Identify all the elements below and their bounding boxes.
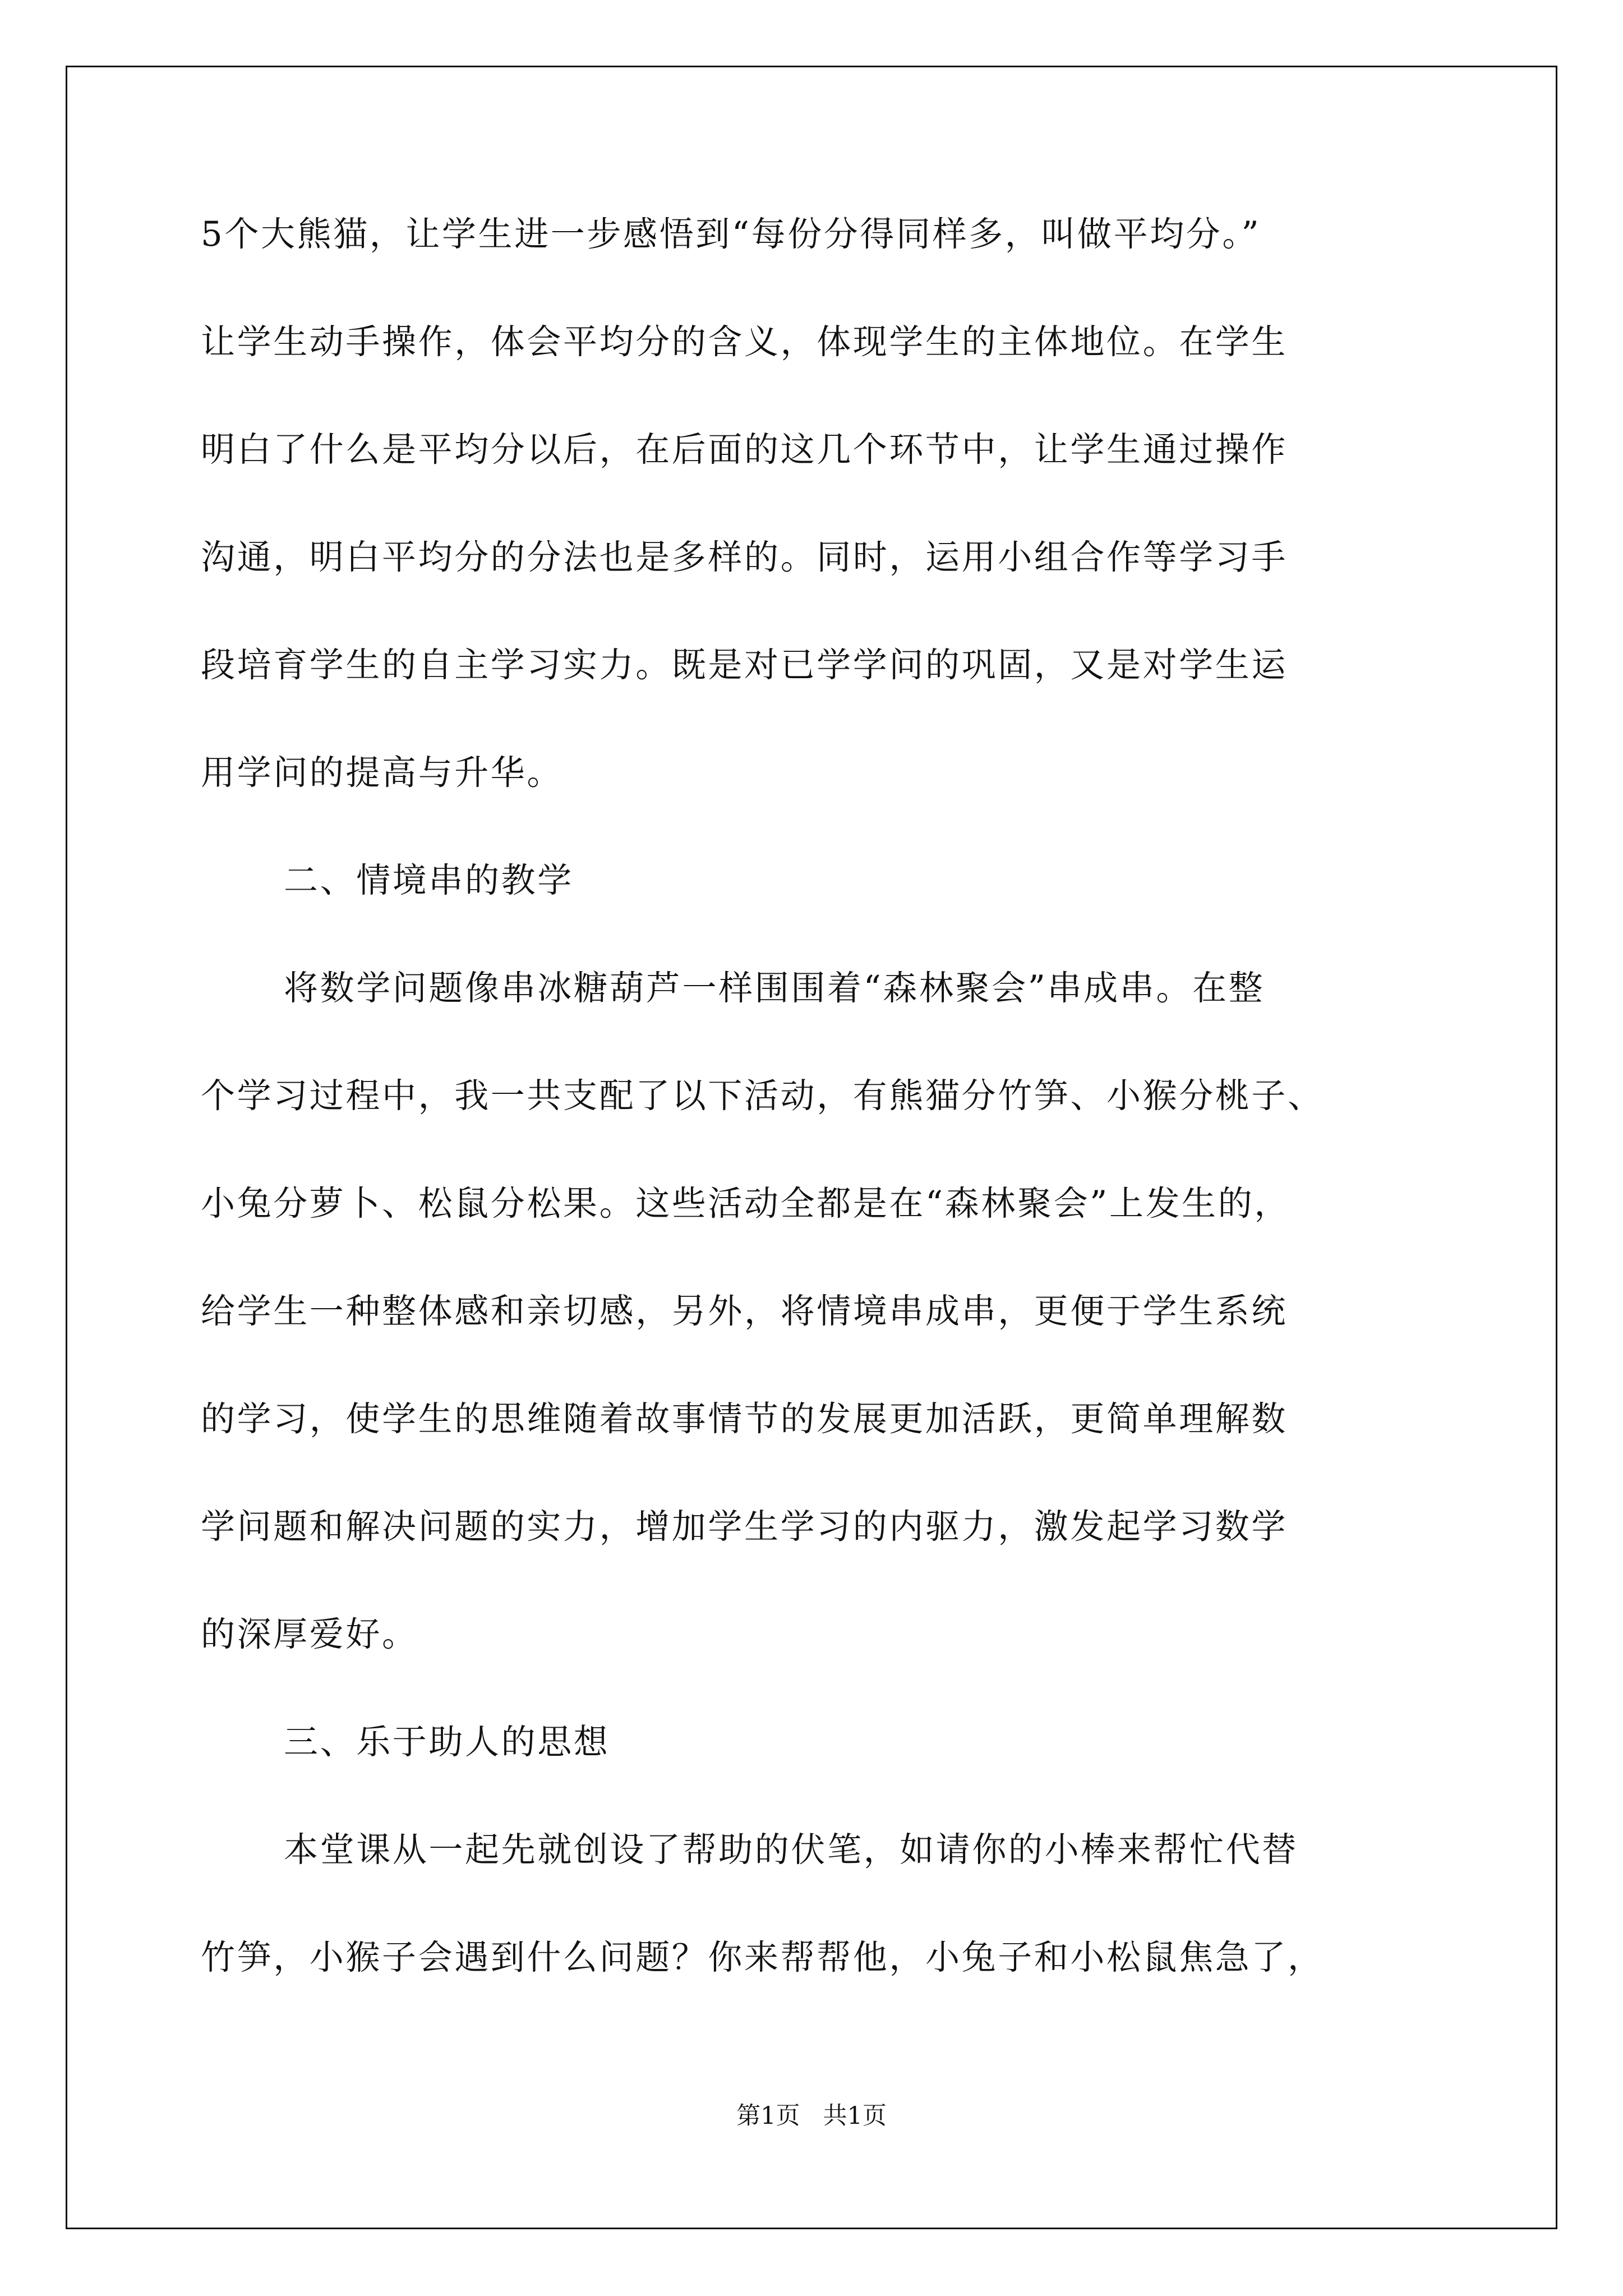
- text-line: 本堂课从一起先就创设了帮助的伏笔，如请你的小棒来帮忙代替: [284, 1830, 1298, 1870]
- text-line: 竹笋，小猴子会遇到什么问题？你来帮帮他，小兔子和小松鼠焦急了，: [201, 1938, 1324, 1977]
- text-line: 用学问的提高与升华。: [201, 753, 564, 793]
- text-line: 的深厚爱好。: [201, 1614, 418, 1654]
- text-line: 的学习，使学生的思维随着故事情节的发展更加活跃，更简单理解数: [201, 1399, 1288, 1439]
- section-heading: 二、情境串的教学: [284, 861, 574, 900]
- text-line: 让学生动手操作，体会平均分的含义，体现学生的主体地位。在学生: [201, 322, 1288, 362]
- text-line: 学问题和解决问题的实力，增加学生学习的内驱力，激发起学习数学: [201, 1507, 1288, 1547]
- page-border: [66, 66, 1557, 2229]
- text-line: 小兔分萝卜、松鼠分松果。这些活动全都是在“森林聚会”上发生的，: [201, 1184, 1290, 1223]
- text-line: 个学习过程中，我一共支配了以下活动，有熊猫分竹笋、小猴分桃子、: [201, 1076, 1324, 1116]
- text-line: 5个大熊猫，让学生进一步感悟到“每份分得同样多，叫做平均分。”: [201, 214, 1261, 254]
- page-number-footer: 第1页 共1页: [736, 2102, 887, 2130]
- text-line: 段培育学生的自主学习实力。既是对已学学问的巩固，又是对学生运: [201, 645, 1288, 685]
- section-heading: 三、乐于助人的思想: [284, 1722, 610, 1762]
- text-line: 将数学问题像串冰糖葫芦一样围围着“森林聚会”串成串。在整: [284, 968, 1265, 1008]
- text-line: 沟通，明白平均分的分法也是多样的。同时，运用小组合作等学习手: [201, 537, 1288, 577]
- text-line: 给学生一种整体感和亲切感，另外，将情境串成串，更便于学生系统: [201, 1291, 1288, 1331]
- text-line: 明白了什么是平均分以后，在后面的这几个环节中，让学生通过操作: [201, 430, 1288, 470]
